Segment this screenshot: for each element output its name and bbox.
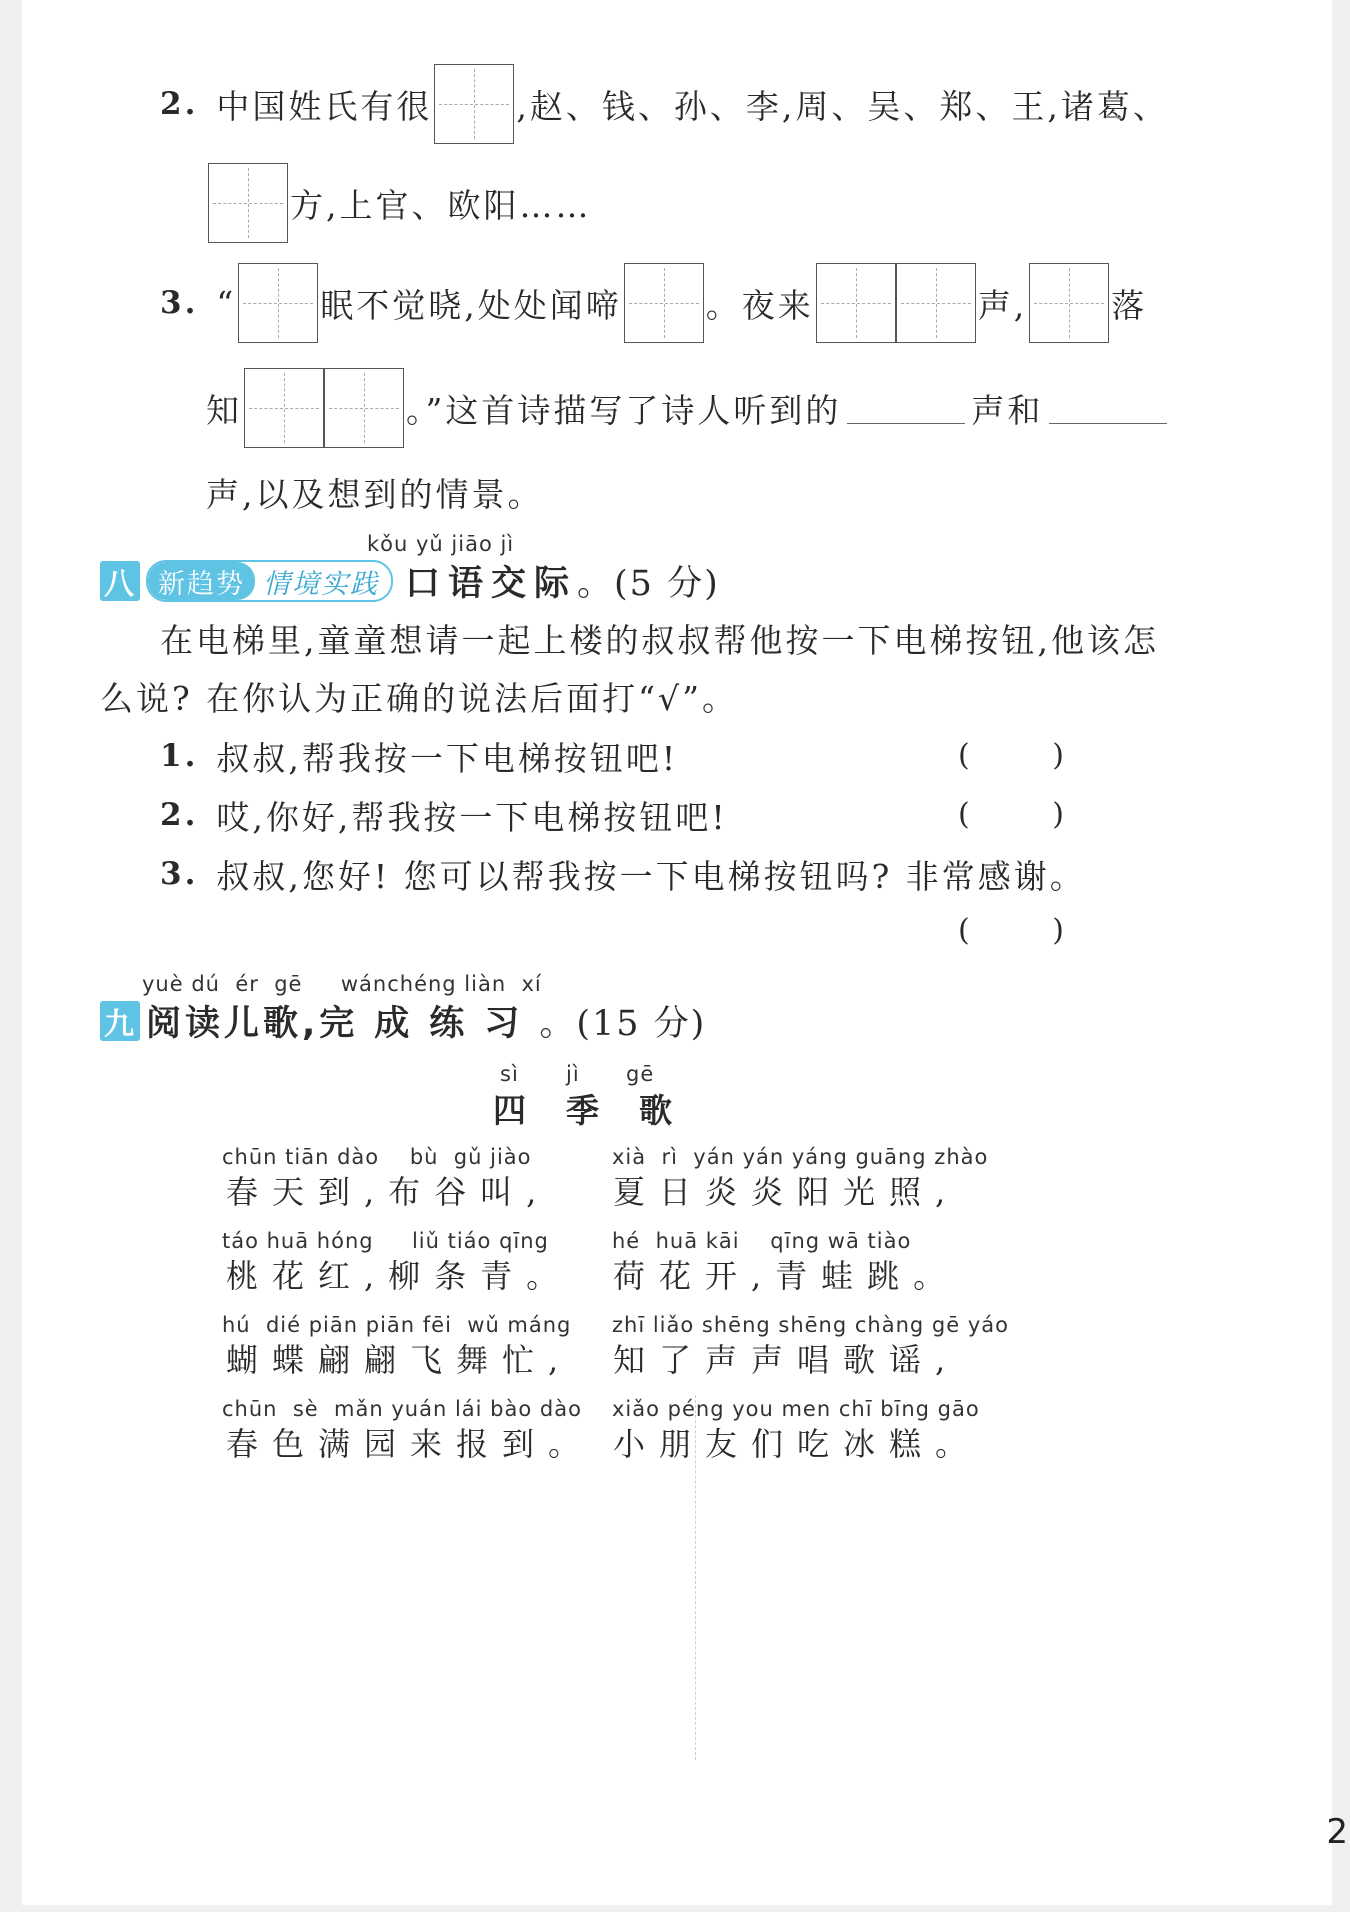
poem-line-pinyin: hú dié piān piān fēi wǔ máng bbox=[222, 1313, 572, 1337]
option-text: 叔叔,您好! 您可以帮我按一下电梯按钮吗? 非常感谢。 bbox=[216, 856, 1086, 896]
trend-badge-sublabel: 情境实践 bbox=[263, 568, 379, 600]
answer-parentheses[interactable] bbox=[958, 797, 1064, 832]
q7-item3-line1 bbox=[160, 263, 1147, 343]
section-number-badge: 九 bbox=[100, 1001, 140, 1041]
item-number: 1. bbox=[160, 738, 199, 774]
text-segment: 。夜来 bbox=[705, 285, 814, 325]
writing-box[interactable] bbox=[624, 263, 704, 343]
answer-parentheses[interactable] bbox=[958, 738, 1064, 773]
option-3 bbox=[160, 854, 1086, 894]
trend-badge-label: 新趋势 bbox=[148, 562, 255, 600]
text-segment: 声, bbox=[977, 285, 1028, 325]
paren-open: ( bbox=[958, 738, 970, 773]
poem-title-pinyin: sì bbox=[500, 1062, 519, 1086]
item-number: 3. bbox=[160, 856, 199, 892]
poem-title-pinyin: gē bbox=[626, 1062, 655, 1086]
poem-line: 春天到,布谷叫, bbox=[226, 1173, 551, 1211]
item-number: 2. bbox=[160, 86, 199, 122]
paren-open: ( bbox=[958, 913, 970, 948]
writing-box[interactable] bbox=[324, 368, 404, 448]
section-title-pinyin: kǒu yǔ jiāo jì bbox=[367, 532, 515, 556]
poem-line: 知了声声唱歌谣, bbox=[613, 1341, 960, 1379]
paren-open: ( bbox=[958, 797, 970, 832]
section-9-header bbox=[100, 996, 706, 1046]
poem-line-pinyin: chūn sè mǎn yuán lái bào dào bbox=[222, 1397, 582, 1421]
text-segment: 声,以及想到的情景。 bbox=[206, 474, 544, 514]
writing-box[interactable] bbox=[434, 64, 514, 144]
poem-line: 夏日炎炎阳光照, bbox=[613, 1173, 960, 1211]
text-segment: 中国姓氏有很 bbox=[216, 86, 433, 126]
section-score: 。(5 分) bbox=[577, 564, 720, 604]
text-segment: 眠不觉晓,处处闻啼 bbox=[320, 285, 622, 325]
item-number: 2. bbox=[160, 797, 199, 833]
poem-line-pinyin: hé huā kāi qīng wā tiào bbox=[612, 1229, 912, 1253]
paren-close: ) bbox=[1052, 738, 1064, 773]
poem-line: 春色满园来报到。 bbox=[226, 1425, 595, 1463]
poem-line: 蝴蝶翩翩飞舞忙, bbox=[226, 1341, 573, 1379]
section-8-header bbox=[100, 556, 720, 606]
section-score: 。(15 分) bbox=[539, 1004, 707, 1044]
writing-box[interactable] bbox=[208, 163, 288, 243]
paren-close: ) bbox=[1052, 913, 1064, 948]
poem-title-pinyin: jì bbox=[566, 1062, 580, 1086]
paren-close: ) bbox=[1052, 797, 1064, 832]
option-2 bbox=[160, 795, 728, 835]
option-text: 哎,你好,帮我按一下电梯按钮吧! bbox=[216, 797, 728, 837]
writing-box[interactable] bbox=[244, 368, 324, 448]
poem-line-pinyin: xià rì yán yán yáng guāng zhào bbox=[612, 1145, 989, 1169]
section-title-pinyin: yuè dú ér gē wánchéng liàn xí bbox=[142, 972, 542, 996]
page-number: 2 bbox=[1326, 1812, 1348, 1852]
trend-badge bbox=[146, 560, 393, 602]
poem-line-pinyin: chūn tiān dào bù gǔ jiào bbox=[222, 1145, 532, 1169]
text-segment: 声和 bbox=[971, 390, 1044, 430]
text-segment: 方,上官、欧阳…… bbox=[290, 185, 592, 225]
poem-line-pinyin: xiǎo péng you men chī bīng gāo bbox=[612, 1397, 980, 1421]
answer-blank[interactable] bbox=[847, 393, 965, 424]
q7-item3-line2 bbox=[206, 368, 1173, 448]
section-title: 完成练习 bbox=[319, 1004, 540, 1044]
poem-line: 桃花红,柳条青。 bbox=[226, 1257, 573, 1295]
q7-item2-line2 bbox=[206, 163, 592, 243]
text-segment: 落 bbox=[1111, 285, 1148, 325]
section-number-badge: 八 bbox=[100, 561, 140, 601]
answer-parentheses[interactable] bbox=[958, 913, 1064, 948]
prompt-text: 么说? 在你认为正确的说法后面打“√”。 bbox=[100, 678, 738, 718]
item-number: 3. bbox=[160, 285, 199, 321]
option-text: 叔叔,帮我按一下电梯按钮吧! bbox=[216, 738, 679, 778]
section-title: 阅读儿歌, bbox=[146, 1004, 320, 1044]
text-segment: ,赵、钱、孙、李,周、吴、郑、王,诸葛、 bbox=[516, 86, 1169, 126]
writing-box[interactable] bbox=[238, 263, 318, 343]
prompt-text: 在电梯里,童童想请一起上楼的叔叔帮他按一下电梯按钮,他该怎 bbox=[160, 620, 1159, 660]
poem-line-pinyin: táo huā hóng liǔ tiáo qīng bbox=[222, 1229, 549, 1253]
text-segment: “ bbox=[216, 283, 237, 323]
poem-line-pinyin: zhī liǎo shēng shēng chàng gē yáo bbox=[612, 1313, 1009, 1337]
poem-line: 荷花开,青蛙跳。 bbox=[613, 1257, 960, 1295]
writing-box[interactable] bbox=[896, 263, 976, 343]
text-segment: 。”这首诗描写了诗人听到的 bbox=[406, 390, 842, 430]
q7-item2-line1 bbox=[160, 64, 1169, 144]
poem-line: 小朋友们吃冰糕。 bbox=[613, 1425, 982, 1463]
text-segment: 知 bbox=[206, 390, 242, 430]
answer-blank[interactable] bbox=[1049, 393, 1167, 424]
writing-box[interactable] bbox=[816, 263, 896, 343]
option-1 bbox=[160, 736, 678, 776]
writing-box[interactable] bbox=[1029, 263, 1109, 343]
q7-item3-line3 bbox=[206, 472, 544, 512]
poem-title: 四季歌 bbox=[493, 1091, 712, 1130]
section-title: 口语交际 bbox=[405, 564, 578, 604]
